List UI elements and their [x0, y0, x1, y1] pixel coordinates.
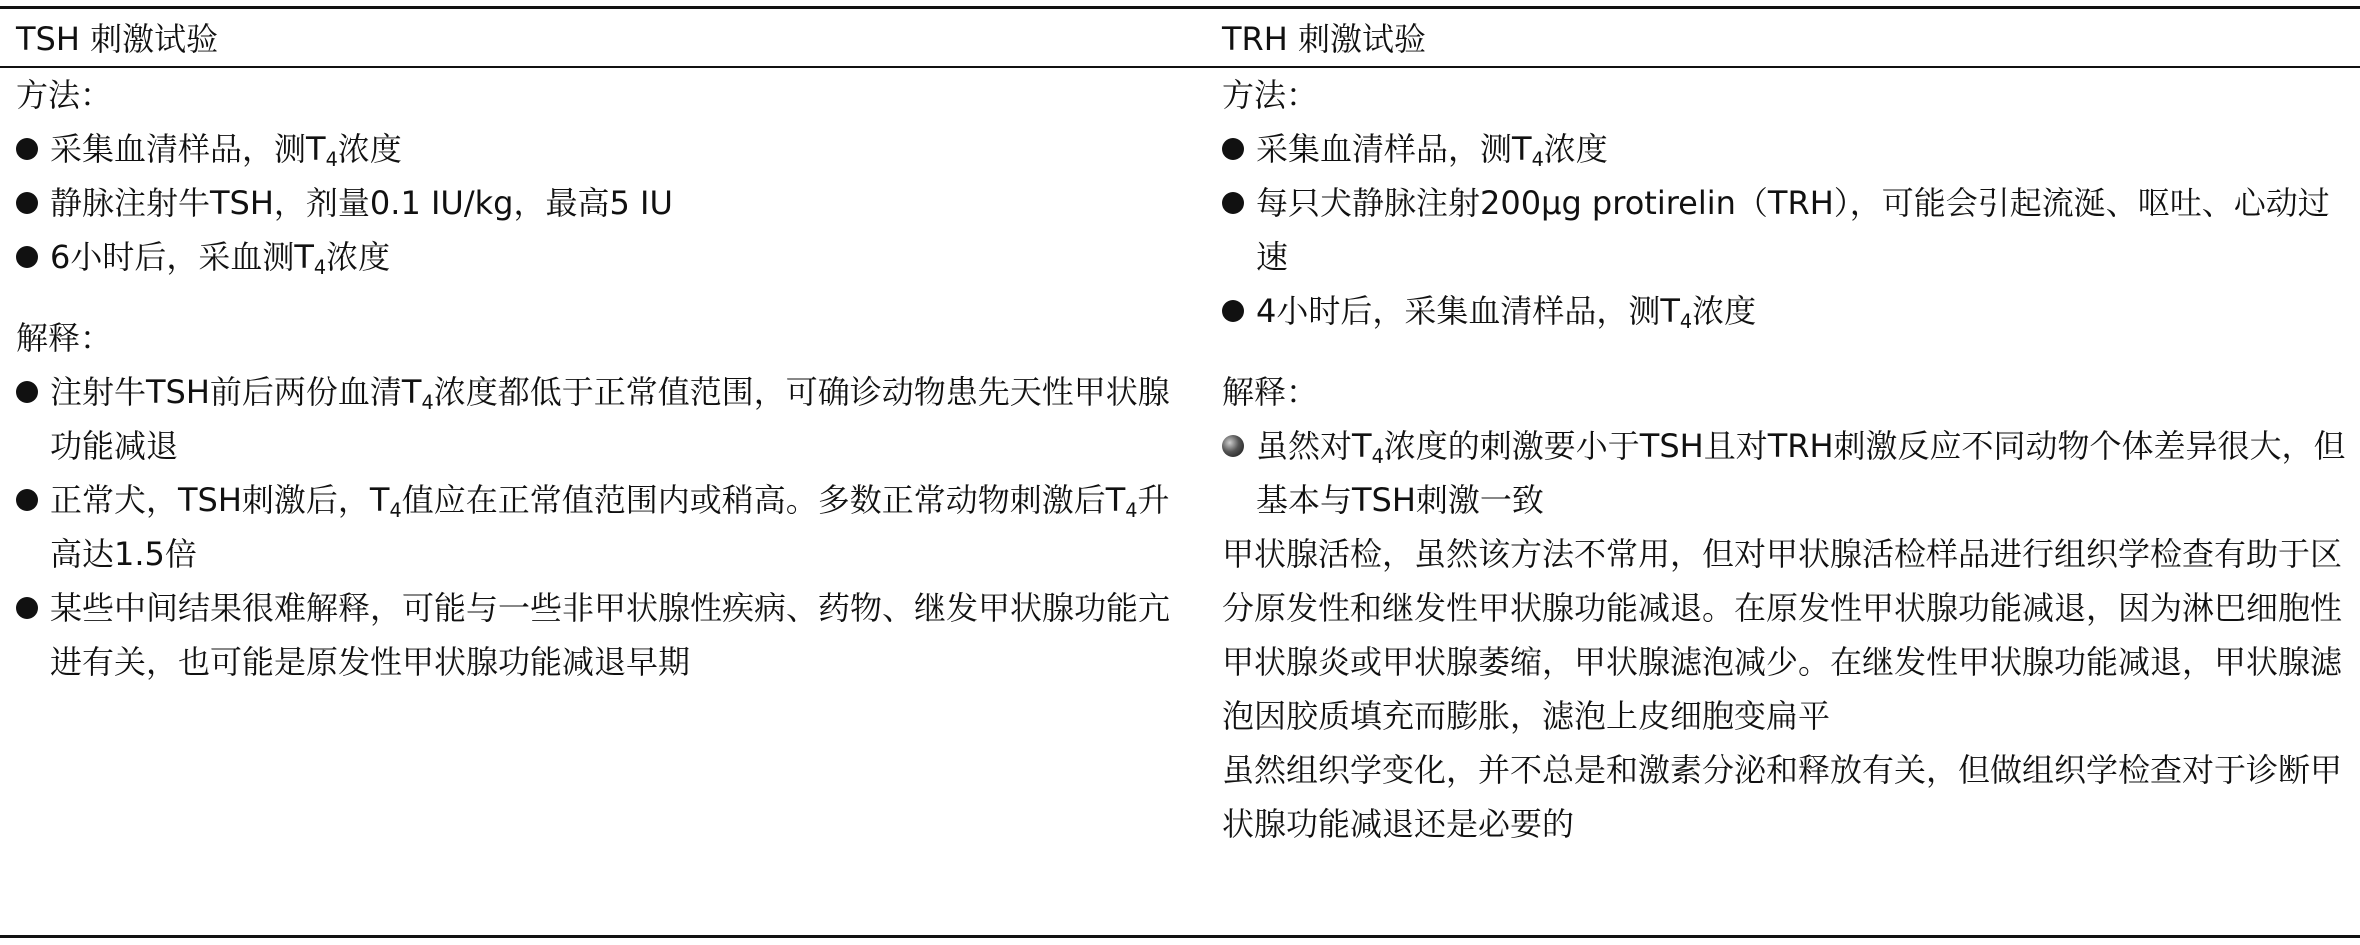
table-bottom-rule: [0, 935, 2360, 938]
tsh-test-header: TSH 刺激试验: [16, 20, 219, 58]
tsh-method-item: 采集血清样品，测$T_4$浓度: [16, 122, 1186, 176]
trh-test-body: [1222, 68, 2352, 851]
trh-interpretation-label: 解释：: [1222, 373, 1319, 411]
trh-interpretation-item: 虽然对$T_4$浓度的刺激要小于TSH且对TRH刺激反应不同动物个体差异很大，但基本与TSH刺激一致: [1222, 419, 2352, 527]
tsh-test-column: [16, 0, 1186, 935]
bullet-icon: [16, 246, 38, 268]
histology-note-paragraph: 虽然组织学变化，并不总是和激素分泌和释放有关，但做组织学检查对于诊断甲状腺功能减退还是必要的: [1222, 751, 2343, 843]
trh-method-item: 采集血清样品，测$T_4$浓度: [1222, 122, 2352, 176]
trh-method-item: 每只犬静脉注射200μg protirelin（TRH），可能会引起流涎、呕吐、心动过速: [1222, 176, 2352, 284]
bullet-icon: [16, 138, 38, 160]
trh-test-header: TRH 刺激试验: [1222, 20, 1427, 58]
trh-method-label: 方法：: [1222, 76, 1319, 114]
tsh-method-label: 方法：: [16, 76, 113, 114]
tsh-interpretation-item: 正常犬，TSH刺激后，$T_4$值应在正常值范围内或稍高。多数正常动物刺激后$T_4$升高达1.5倍: [16, 473, 1186, 581]
trh-test-column: [1222, 0, 2352, 935]
tsh-method-item: 静脉注射牛TSH，剂量0.1 IU/kg，最高5 IU: [16, 176, 1186, 230]
bullet-icon: [1222, 192, 1244, 214]
bullet-icon: [16, 597, 38, 619]
bullet-icon: [1222, 435, 1244, 457]
bullet-icon: [1222, 138, 1244, 160]
biopsy-paragraph: 甲状腺活检，虽然该方法不常用，但对甲状腺活检样品进行组织学检查有助于区分原发性和继发性甲状腺功能减退。在原发性甲状腺功能减退，因为淋巴细胞性甲状腺炎或甲状腺萎缩，甲状腺滤泡减少。在继发性甲状腺功能减退，甲状腺滤泡因胶质填充而膨胀，滤泡上皮细胞变扁平: [1222, 535, 2343, 735]
tsh-interpretation-item: 注射牛TSH前后两份血清$T_4$浓度都低于正常值范围，可确诊动物患先天性甲状腺功能减退: [16, 365, 1186, 473]
bullet-icon: [16, 381, 38, 403]
tsh-interpretation-item: 某些中间结果很难解释，可能与一些非甲状腺性疾病、药物、继发甲状腺功能亢进有关，也可能是原发性甲状腺功能减退早期: [16, 581, 1186, 689]
bullet-icon: [1222, 300, 1244, 322]
tsh-test-body: [16, 68, 1186, 689]
bullet-icon: [16, 192, 38, 214]
tsh-method-item: 6小时后，采血测$T_4$浓度: [16, 230, 1186, 284]
tsh-interpretation-label: 解释：: [16, 319, 113, 357]
bullet-icon: [16, 489, 38, 511]
trh-method-item: 4小时后，采集血清样品，测$T_4$浓度: [1222, 284, 2352, 338]
